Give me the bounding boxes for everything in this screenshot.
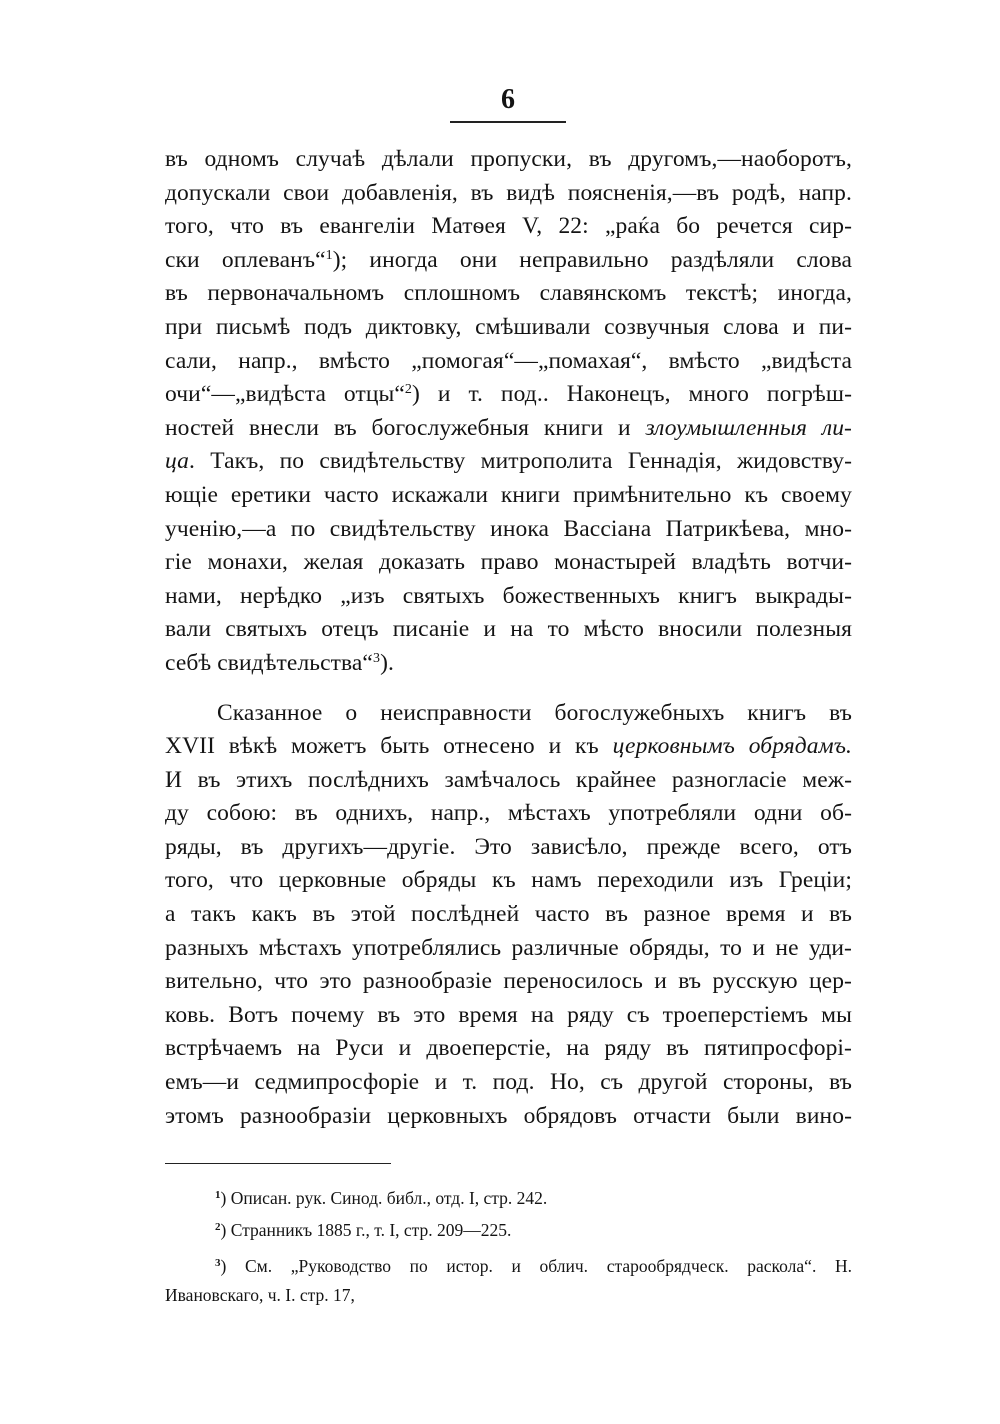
page-number-rule xyxy=(450,121,566,123)
footnote-ref-2[interactable]: 2 xyxy=(404,382,413,398)
text-line: при письмѣ подъ диктовку, смѣшивали созвучныя слова и пи- xyxy=(165,313,852,340)
text-line: разныхъ мѣстахъ употреблялись различные обряды, то и не уди- xyxy=(165,934,852,961)
text-line xyxy=(165,647,852,681)
footnote-ref-1[interactable]: 1 xyxy=(325,247,333,263)
paragraph-1 xyxy=(165,143,852,681)
italic-text: церковнымъ обрядамъ. xyxy=(612,733,852,760)
text-line: И въ этихъ послѣднихъ замѣчалось крайнее разногласіе меж- xyxy=(165,766,852,793)
text-segment: ски оплеванъ“ xyxy=(165,246,326,273)
paragraph-2 xyxy=(165,697,852,1134)
text-line: этомъ разнообразіи церковныхъ обрядовъ отчасти были вино- xyxy=(165,1102,852,1129)
text-segment: ностей внесли въ богослужебныя книги и xyxy=(165,414,646,441)
text-line: ющіе еретики часто искажали книги примѣнительно къ своему xyxy=(165,481,852,508)
text-line: гіе монахи, желая доказать право монастырей владѣть вотчи- xyxy=(165,549,852,576)
text-line xyxy=(165,412,852,446)
text-segment: ); иногда они неправильно раздѣляли слова xyxy=(332,246,852,273)
italic-text: злоумышленныя ли- xyxy=(645,414,852,441)
footnote-text: ) Странникъ 1885 г., т. I, стр. 209—225. xyxy=(220,1220,512,1240)
italic-text: ца xyxy=(165,448,189,475)
text-line: ковь. Вотъ почему въ это время на ряду съ троеперстіемъ мы xyxy=(165,1001,852,1028)
text-line: допускали свои добавленія, въ видѣ поясненія,—въ родѣ, напр. xyxy=(165,179,852,206)
body-text xyxy=(165,143,852,1133)
text-line: ду собою: въ однихъ, напр., мѣстахъ употребляли одни об- xyxy=(165,800,852,827)
footnote-text: ) Описан. рук. Синод. библ., отд. I, стр. 242. xyxy=(220,1188,548,1208)
text-line xyxy=(165,730,852,764)
text-line: а такъ какъ въ этой послѣдней часто въ разное время и въ xyxy=(165,901,852,928)
text-line: Сказанное о неисправности богослужебныхъ книгъ въ xyxy=(217,699,852,726)
text-segment: себѣ свидѣтельства“ xyxy=(165,649,373,676)
text-segment: . Такъ, по свидѣтельству митрополита Геннадія, жидовству- xyxy=(189,448,852,475)
text-line: ряды, въ другихъ—другіе. Это зависѣло, прежде всего, отъ xyxy=(165,833,852,860)
text-line: ученію,—а по свидѣтельству инока Вассіана Патрикѣева, мно- xyxy=(165,515,852,542)
text-segment: очи“—„видѣста отцы“ xyxy=(165,381,405,408)
text-line: вали святыхъ отецъ писаніе и на то мѣсто вносили полезныя xyxy=(165,616,852,643)
footnote-mark: 2 xyxy=(215,1221,221,1233)
text-line: того, что въ евангеліи Матѳея V, 22: „раќа бо речется сир- xyxy=(165,213,852,240)
text-line: того, что церковные обряды къ намъ переходили изъ Греціи; xyxy=(165,867,852,894)
footnote-ref-3[interactable]: 3 xyxy=(372,650,381,666)
paragraph-gap xyxy=(165,681,852,697)
text-line xyxy=(165,445,852,479)
text-line: въ первоначальномъ сплошномъ славянскомъ текстѣ; иногда, xyxy=(165,280,852,307)
text-line xyxy=(165,244,852,278)
text-segment: XVII вѣкѣ можетъ быть отнесено и къ xyxy=(165,733,613,760)
text-segment: ). xyxy=(380,649,394,676)
text-line: сали, напр., вмѣсто „помогая“—„помахая“, вмѣсто „видѣста xyxy=(165,347,852,374)
footnote-2 xyxy=(165,1213,852,1245)
footnote-mark: 3 xyxy=(215,1257,221,1269)
footnote-1 xyxy=(165,1181,852,1213)
text-line: вительно, что это разнообразіе переносилось и въ русскую цер- xyxy=(165,968,852,995)
footnote-text: ) См. „Руководство по истор. и облич. старообрядческ. раскола“. Н. xyxy=(220,1256,852,1276)
footnote-mark: 1 xyxy=(215,1189,221,1201)
footnote-3-continuation: Ивановскаго, ч. I. стр. 17, xyxy=(165,1285,355,1305)
footnotes xyxy=(165,1181,852,1310)
text-line: емъ—и седмипросфоріе и т. под. Но, съ другой стороны, въ xyxy=(165,1069,852,1096)
text-line: встрѣчаемъ на Руси и двоеперстіе, на ряду въ пятипросфорі- xyxy=(165,1035,852,1062)
footnote-separator xyxy=(165,1163,391,1164)
footnote-3 xyxy=(165,1249,852,1281)
page-number: 6 xyxy=(501,84,515,115)
text-line: въ одномъ случаѣ дѣлали пропуски, въ другомъ,—наоборотъ, xyxy=(165,146,852,172)
text-line xyxy=(165,378,852,412)
text-segment: ) и т. под.. Наконецъ, много погрѣш- xyxy=(412,381,852,408)
text-line: нами, нерѣдко „изъ святыхъ божественныхъ книгъ выкрады- xyxy=(165,582,852,609)
